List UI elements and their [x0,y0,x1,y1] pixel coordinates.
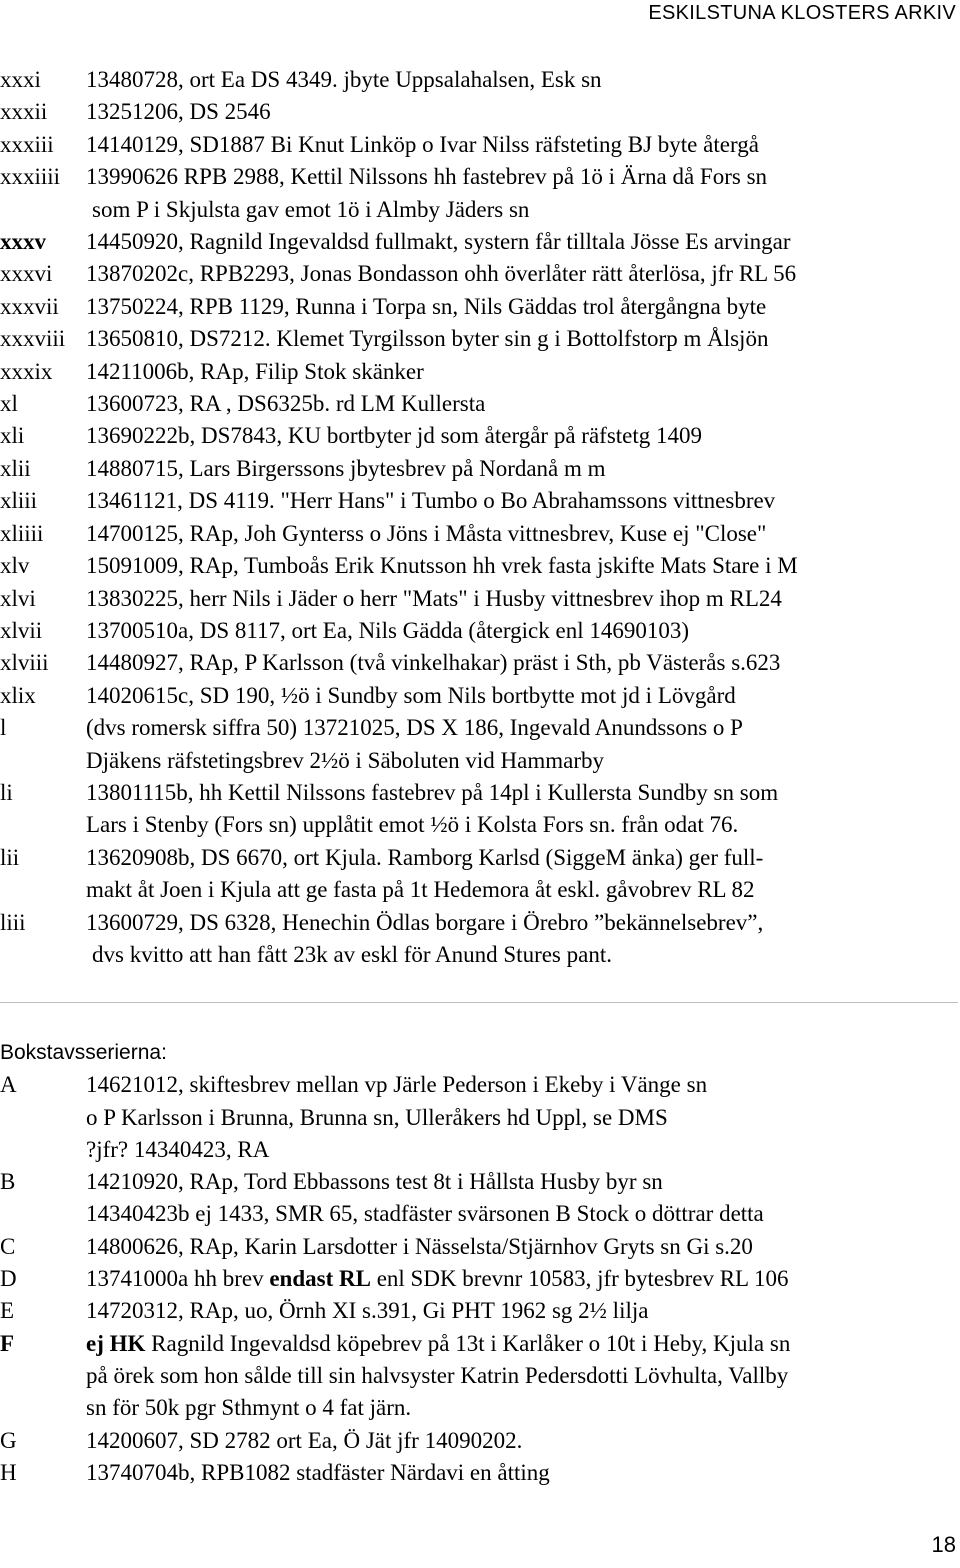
entry-number: xlix [0,682,36,708]
entry-text-end: Ragnild Ingevaldsd köpebrev på 13t i Karlåker o 10t i Heby, Kjula sn [145,1330,791,1356]
entry-number: xxxiii [0,131,54,157]
entry-number: xl [0,391,18,417]
archive-header: ESKILSTUNA KLOSTERS ARKIV [648,2,956,24]
entry-text: 13480728, ort Ea DS 4349. jbyte Uppsalahalsen, Esk sn [86,67,602,92]
entry-text: 14700125, RAp, Joh Gynterss o Jöns i Måsta vittnesbrev, Kuse ej "Close" [86,520,767,546]
entry-letter: A [0,1072,17,1098]
list-item [0,356,960,388]
section-title: Bokstavsserierna: [0,1041,167,1064]
list-item [0,1328,960,1360]
list-item-continuation [0,809,960,841]
entry-text: 13740704b, RPB1082 stadfäster Närdavi en åtting [86,1459,550,1485]
entry-text: 13830225, herr Nils i Jäder o herr "Mats" i Husby vittnesbrev ihop m RL24 [86,585,782,611]
entry-letter: F [0,1330,15,1356]
entry-letter: H [0,1459,17,1485]
entry-number: xlviii [0,650,49,676]
list-item [0,518,960,550]
list-item-continuation [0,874,960,906]
list-item [0,777,960,809]
list-item [0,1231,960,1263]
list-item [0,842,960,874]
page-number: 18 [931,1532,956,1557]
entry-text: 13690222b, DS7843, KU bortbyter jd som återgår på räfstetg 1409 [86,423,703,449]
letter-series-list [0,1037,960,1489]
entry-text: som P i Skjulsta gav emot 1ö i Almby Jäders sn [92,196,530,222]
entry-number: xxxvii [0,293,59,319]
entry-text: 14020615c, SD 190, ½ö i Sundby som Nils bortbytte mot jd i Lövgård [86,682,736,708]
entry-text: 14340423b ej 1433, SMR 65, stadfäster svärsonen B Stock o döttrar detta [86,1201,764,1227]
entry-text: på örek som hon sålde till sin halvsyster Katrin Pedersdotti Lövhulta, Vallby [86,1362,789,1388]
list-item [0,161,960,193]
entry-text: ?jfr? 14340423, RA [86,1136,270,1162]
entry-number: xxxvi [0,261,53,287]
entry-number: xxxii [0,99,48,125]
list-item-continuation [0,194,960,226]
entry-text-end: enl SDK brevnr 10583, jfr bytesbrev RL 106 [370,1266,789,1292]
list-item [0,129,960,161]
entry-text: sn för 50k pgr Sthmynt o 4 fat järn. [86,1395,412,1421]
entry-number: liii [0,909,26,935]
entry-number: xliiii [0,520,44,546]
list-item [0,485,960,517]
list-item-continuation [0,939,960,971]
list-item [0,258,960,290]
entry-text: 13620908b, DS 6670, ort Kjula. Ramborg Karlsd (SiggeM änka) ger full- [86,844,764,870]
list-item [0,712,960,744]
entry-text: 13650810, DS7212. Klemet Tyrgilsson byter sin g i Bottolfstorp m Ålsjön [86,326,769,352]
entry-text: 15091009, RAp, Tumboås Erik Knutsson hh vrek fasta jskifte Mats Stare i M [86,553,798,579]
list-item-continuation [0,1360,960,1392]
entry-letter: G [0,1427,17,1453]
entry-number: xxxviii [0,326,66,352]
list-item [0,550,960,582]
entry-letter: B [0,1169,16,1195]
list-item [0,388,960,420]
entry-number: xxxv [0,229,46,255]
list-item [0,453,960,485]
entry-text: 14211006b, RAp, Filip Stok skänker [86,358,424,384]
entry-number: xlvi [0,585,36,611]
entry-text: 14140129, SD1887 Bi Knut Linköp o Ivar Nilss räfsteting BJ byte återgå [86,131,759,157]
list-item-continuation [0,1198,960,1230]
list-item [0,907,960,939]
entry-text: dvs kvitto att han fått 23k av eskl för Anund Stures pant. [92,941,612,967]
entry-text: (dvs romersk siffra 50) 13721025, DS X 186, Ingevald Anundssons o P [86,715,743,741]
list-item [0,291,960,323]
list-item [0,226,960,258]
list-item-continuation [0,1102,960,1134]
list-item [0,1263,960,1295]
list-item [0,647,960,679]
entry-text: 13870202c, RPB2293, Jonas Bondasson ohh överlåter rätt återlösa, jfr RL 56 [86,261,797,287]
entry-text: 13990626 RPB 2988, Kettil Nilssons hh fastebrev på 1ö i Ärna då Fors sn [86,164,768,190]
entry-text: 13600723, RA , DS6325b. rd LM Kullersta [86,391,486,417]
entry-number: xxxiiii [0,164,61,190]
entry-text: 14880715, Lars Birgerssons jbytesbrev på Nordanå m m [86,455,606,481]
list-item [0,323,960,355]
entry-text-emphasis: endast RL [269,1266,371,1292]
list-item [0,96,960,128]
list-item [0,1425,960,1457]
entry-number: lii [0,844,20,870]
entry-number: xxxi [0,67,41,92]
entry-text: 13750224, RPB 1129, Runna i Torpa sn, Nils Gäddas trol återgångna byte [86,293,767,319]
list-item [0,583,960,615]
entry-number: xxxix [0,358,53,384]
entry-text: 14480927, RAp, P Karlsson (två vinkelhakar) präst i Sth, pb Västerås s.623 [86,650,781,676]
entry-text: 14210920, RAp, Tord Ebbassons test 8t i Hållsta Husby byr sn [86,1169,663,1195]
entry-text: o P Karlsson i Brunna, Brunna sn, Ulleråkers hd Uppl, se DMS [86,1104,668,1130]
entry-text: 13700510a, DS 8117, ort Ea, Nils Gädda (återgick enl 14690103) [86,617,689,643]
list-item [0,1457,960,1489]
entry-text: makt åt Joen i Kjula att ge fasta på 1t Hedemora åt eskl. gåvobrev RL 82 [86,877,755,903]
roman-numeral-list [0,64,960,971]
entry-number: xliii [0,488,38,514]
entry-text: Djäkens räfstetingsbrev 2½ö i Säboluten vid Hammarby [86,747,605,773]
list-item [0,1166,960,1198]
list-item [0,615,960,647]
entry-text [86,1263,960,1295]
entry-number: li [0,779,13,805]
list-item [0,64,960,96]
entry-number: xlvii [0,617,43,643]
entry-text: 14621012, skiftesbrev mellan vp Järle Pederson i Ekeby i Vänge sn [86,1072,708,1098]
entry-letter: C [0,1233,16,1259]
section-divider [0,1002,958,1003]
entry-text [86,1328,960,1360]
entry-text: 14720312, RAp, uo, Örnh XI s.391, Gi PHT 1962 sg 2½ lilja [86,1298,649,1324]
entry-text: 13461121, DS 4119. "Herr Hans" i Tumbo o Bo Abrahamssons vittnesbrev [86,488,776,514]
entry-number: xlii [0,455,31,481]
entry-number: l [0,715,7,741]
entry-text: 13251206, DS 2546 [86,99,271,125]
list-item-continuation [0,1392,960,1424]
entry-text: 13801115b, hh Kettil Nilssons fastebrev på 14pl i Kullersta Sundby sn som [86,779,779,805]
list-item [0,420,960,452]
entry-text: 13600729, DS 6328, Henechin Ödlas borgare i Örebro ”bekännelsebrev”, [86,909,764,935]
entry-text: 14800626, RAp, Karin Larsdotter i Nässelsta/Stjärnhov Gryts sn Gi s.20 [86,1233,753,1259]
list-item-continuation [0,745,960,777]
entry-text-start: 13741000a hh brev [86,1266,270,1292]
entry-text: Lars i Stenby (Fors sn) upplåtit emot ½ö i Kolsta Fors sn. från odat 76. [86,812,739,838]
entry-text: 14200607, SD 2782 ort Ea, Ö Jät jfr 14090202. [86,1427,523,1453]
entry-text-emphasis: ej HK [86,1330,146,1356]
list-item [0,1069,960,1101]
entry-letter: D [0,1266,17,1292]
entry-text: 14450920, Ragnild Ingevaldsd fullmakt, systern får tilltala Jösse Es arvingar [86,229,791,255]
entry-letter: E [0,1298,15,1324]
entry-number: xlv [0,553,30,579]
list-item-continuation [0,1134,960,1166]
list-item [0,1295,960,1327]
list-item [0,680,960,712]
entry-number: xli [0,423,25,449]
